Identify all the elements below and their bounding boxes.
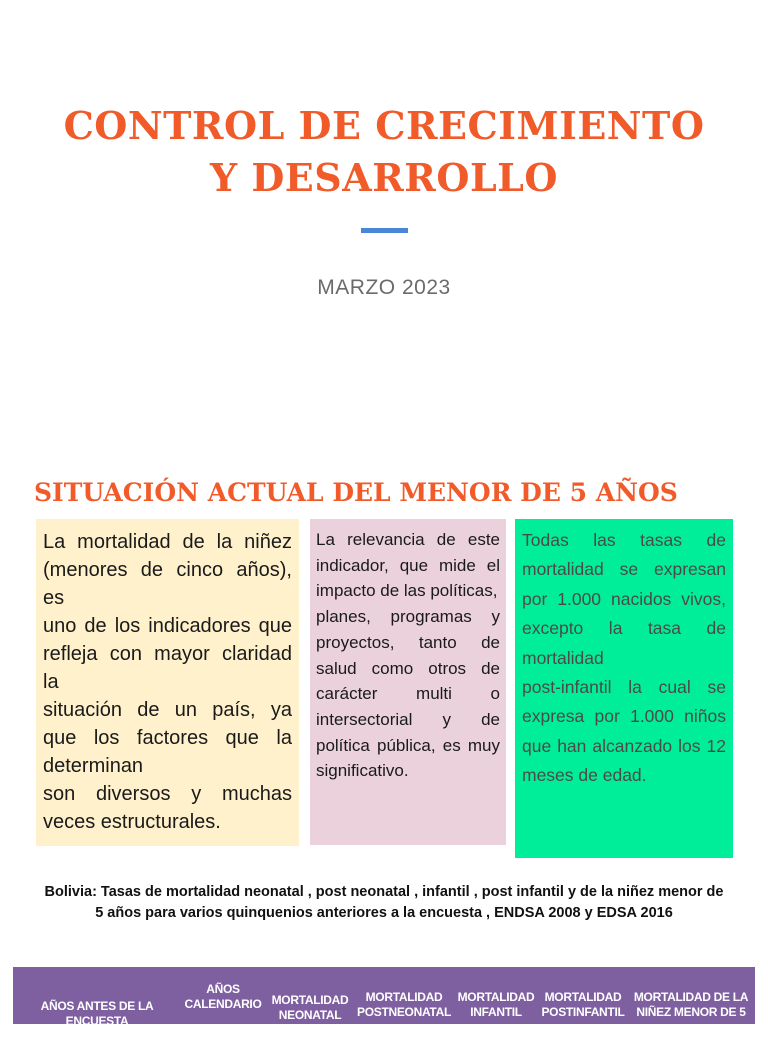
box1-paragraph: uno de los indicadores que refleja con mayor claridad la (43, 615, 292, 693)
table-header-cell: MORTALIDAD POSTNEONATAL (357, 989, 451, 1019)
slide-title-line-1: CONTROL DE CRECIMIENTO (63, 103, 705, 148)
box2-paragraph: planes, programas y proyectos, tanto de salud como otros de carácter multi o intersectorial y de política pública, es muy significativo. (316, 607, 500, 781)
box1-paragraph: situación de un país, ya que los factores que la determinan (43, 699, 292, 777)
box1-paragraph: La mortalidad de la niñez (menores de cinco años), es (43, 531, 292, 609)
table-caption: Bolivia: Tasas de mortalidad neonatal , post neonatal , infantil , post infantil y de la niñez menor de 5 años para varios quinquenios anteriores a la encuesta , ENDSA 2008 y EDSA 2016 (44, 884, 724, 921)
info-box-childhood-mortality (36, 519, 299, 846)
box1-paragraph: son diversos y muchas veces estructurales. (43, 783, 292, 833)
mortality-table-header (13, 967, 755, 1037)
slide-title (0, 100, 768, 204)
info-box-rate-units (515, 519, 733, 858)
slide-title-line-2: Y DESARROLLO (210, 155, 558, 200)
title-accent-divider (361, 228, 408, 233)
table-header-cell: AÑOS CALENDARIO (184, 981, 262, 1011)
box2-paragraph: La relevancia de este indicador, que mide el impacto de las políticas, (316, 530, 500, 601)
table-header-cell: MORTALIDAD NEONATAL (MN) (271, 993, 349, 1037)
box3-paragraph: Todas las tasas de mortalidad se expresan por 1.000 nacidos vivos, excepto la tasa de mortalidad (522, 530, 726, 668)
box3-paragraph: post-infantil la cual se expresa por 1.000 niños que han alcanzado los 12 meses de edad. (522, 677, 726, 786)
table-header-cell: MORTALIDAD INFANTIL (457, 989, 535, 1019)
table-header-cell: MORTALIDAD DE LA NIÑEZ MENOR DE 5 (633, 989, 749, 1019)
section-title: SITUACIÓN ACTUAL DEL MENOR DE 5 AÑOS (34, 478, 678, 507)
table-header-cell: AÑOS ANTES DE LA ENCUESTA (40, 998, 154, 1028)
slide-date: MARZO 2023 (317, 276, 451, 299)
info-box-indicator-relevance (310, 519, 506, 845)
table-header-cell: MORTALIDAD POSTINFANTIL (541, 989, 625, 1019)
